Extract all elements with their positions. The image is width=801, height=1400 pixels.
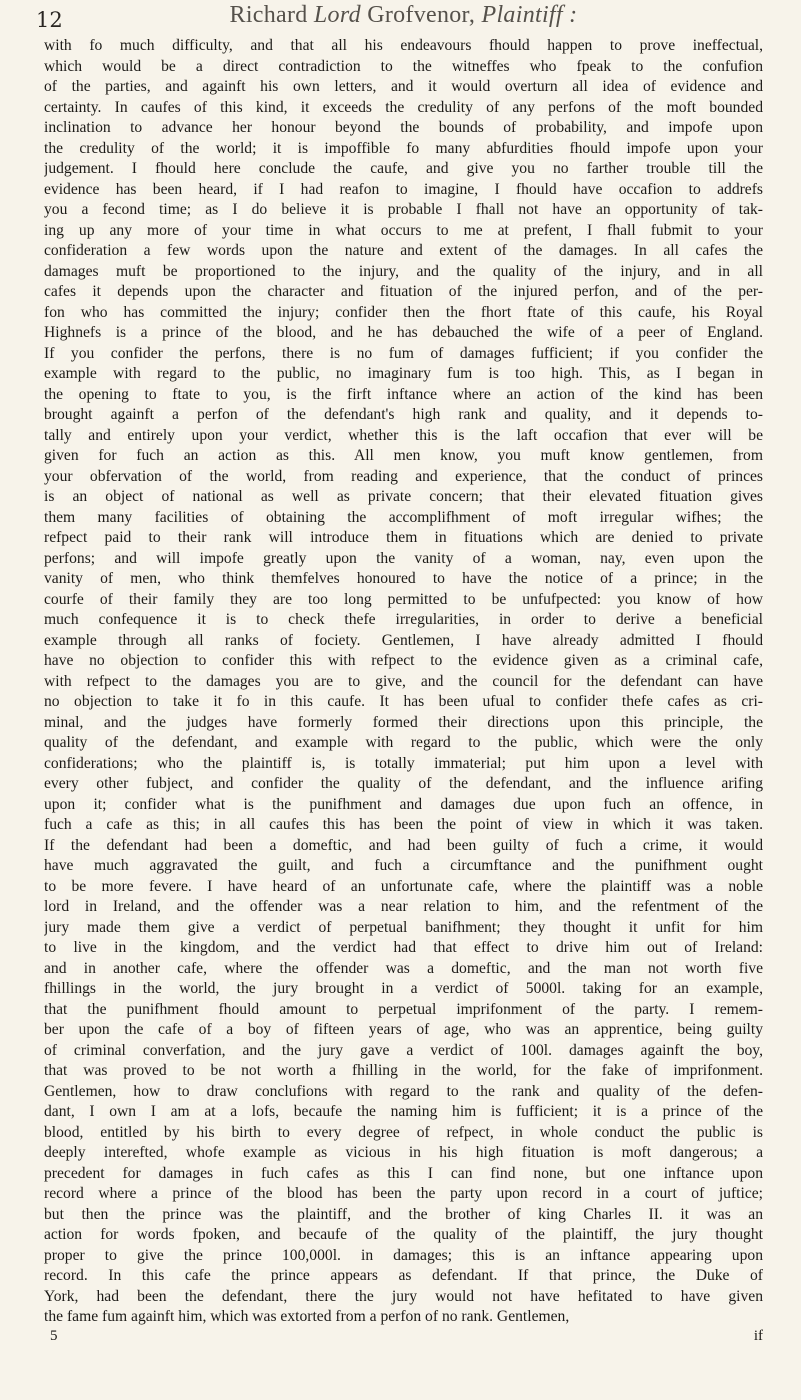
text-line: evidence has been heard, if I had reafon to imagine, I fhould have occafion to addrefs [44,180,763,198]
text-line: you a fecond time; as I do believe it is probable I fhall not have an opportunity of tak- [44,201,763,218]
text-line: have much aggravated the guilt, and fuch a circumftance and the punifhment ought [44,857,763,874]
text-line: jury made them give a verdict of perpetual banifhment; they thought it unfit for him [44,918,763,936]
text-line: blood, entitled by his birth to every degree of refpect, in whole conduct the public is [44,1123,763,1141]
text-line: the opening to ftate to you, is the firft inftance where an action of the kind has been [44,385,763,403]
body-text [44,36,763,1328]
text-line: action for words fpoken, and becaufe of the quality of the plaintiff, the jury thought [44,1226,763,1243]
text-line: certainty. In caufes of this kind, it exceeds the credulity of any perfons of the moft bounded [44,98,763,116]
text-line: perfons; and will impofe greatly upon the vanity of a woman, nay, even upon the [44,549,763,567]
text-line: of the parties, and againft his own letters, and it would overturn all idea of evidence and [44,78,763,95]
text-line: with refpect to the damages you are to give, and the council for the defendant can have [44,672,763,690]
text-line: much confequence it is to check thefe irregularities, in order to derive a beneficial [44,611,763,628]
text-line: example through all ranks of fociety. Gentlemen, I have already admitted I fhould [44,631,763,649]
text-line: refpect paid to their rank will introduce them in fituations which are denied to private [44,529,763,546]
text-line: cafes it depends upon the character and fituation of the injured perfon, and of the per- [44,283,763,300]
text-line: your obfervation of the world, from reading and experience, that the conduct of princes [44,467,763,485]
text-line: of criminal converfation, and the jury gave a verdict of 100l. damages againft the boy, [44,1041,763,1059]
text-line: and in another cafe, where the offender was a domeftic, and the man not worth five [44,959,763,977]
text-line: upon it; confider what is the punifhment and damages due upon fuch an offence, in [44,795,763,813]
text-line: every other fubject, and confider the quality of the defendant, and the influence arifing [44,775,763,792]
running-title [44,2,763,29]
text-line: brought againft a perfon of the defendant's high rank and quality, and it depends to- [44,406,763,423]
text-line: Gentlemen, how to draw conclufions with regard to the rank and quality of the defen- [44,1082,763,1100]
text-line: fuch a cafe as this; in all caufes this has been the point of view in which it was taken. [44,816,763,833]
title-part-1: Richard [229,2,314,28]
text-line: ber upon the cafe of a boy of fifteen years of age, who was an apprentice, being guilty [44,1021,763,1038]
text-line: proper to give the prince 100,000l. in damages; this is an inftance appearing upon [44,1246,763,1264]
text-line: confiderations; who the plaintiff is, is totally immaterial; put him upon a level with [44,754,763,772]
signature-mark: 5 [50,1327,58,1344]
text-line: If the defendant had been a domeftic, and had been guilty of fuch a crime, it would [44,836,763,854]
text-line: Highnefs is a prince of the blood, and he has debauched the wife of a peer of England. [44,324,763,341]
text-line: that was proved to be not worth a fhilling in the world, for the fake of imprifonment. [44,1062,763,1079]
text-line: no objection to take it fo in this caufe. It has been ufual to confider thefe cafes as cri- [44,693,763,710]
text-line: the credulity of the world; it is impoffible fo many abfurdities fhould impofe upon your [44,139,763,157]
text-line: to be more fevere. I have heard of an unfortunate cafe, where the plaintiff was a noble [44,877,763,895]
text-line: deeply interefted, whofe example as vicious in his high fituation is moft dangerous; a [44,1144,763,1161]
text-line: given for fuch an action as this. All men know, you muft know gentlemen, from [44,447,763,464]
text-line: damages muft be proportioned to the injury, and the quality of the injury, and in all [44,262,763,280]
text-line: record where a prince of the blood has been the party upon record in a court of juftice; [44,1185,763,1202]
text-line: tally and entirely upon your verdict, whether this is the laft occafion that ever will be [44,426,763,444]
footer-catchline [44,1328,763,1350]
text-line: example with regard to the public, no imaginary fum is too high. This, as I began in [44,365,763,382]
text-line: the fame fum againft him, which was extorted from a perfon of no rank. Gentlemen, [44,1308,570,1325]
text-line: courfe of their family they are too long permitted to be unfufpected: you know of how [44,590,763,608]
text-line: to live in the kingdom, and the verdict had that effect to drive him out of Ireland: [44,939,763,956]
text-line: judgement. I fhould here conclude the caufe, and give you no farther trouble till the [44,160,763,177]
text-line: inclination to advance her honour beyond the bounds of probability, and impofe upon [44,119,763,136]
text-line: is an object of national as well as private concern; that their elevated fituation gives [44,488,763,505]
text-line: them many facilities of obtaining the accomplifhment of moft irregular wifhes; the [44,508,763,526]
text-line: minal, and the judges have formerly formed their directions upon this principle, the [44,713,763,731]
text-line: that the punifhment fhould amount to perpetual imprifonment of the party. I remem- [44,1000,763,1018]
running-head [36,0,763,36]
text-line: precedent for damages in fuch cafes as this I can find none, but one inftance upon [44,1164,763,1182]
text-line: but then the prince was the plaintiff, and the brother of king Charles II. it was an [44,1205,763,1223]
text-line: ing up any more of your time in what occurs to me at prefent, I fhall fubmit to your [44,221,763,239]
text-line: which would be a direct contradiction to the witneffes who fpeak to the confufion [44,57,763,75]
title-part-4: Plaintiff : [481,2,578,28]
title-part-3: Grofvenor, [360,2,482,28]
text-line: lord in Ireland, and the offender was a near relation to him, and the refentment of the [44,898,763,915]
text-line: fhillings in the world, the jury brought in a verdict of 5000l. taking for an example, [44,980,763,997]
text-line: vanity of men, who think themfelves honoured to have the notice of a prince; in the [44,570,763,587]
catchword: if [753,1327,763,1344]
page-number: 12 [36,8,63,32]
text-line: have no objection to confider this with refpect to the evidence given as a criminal cafe, [44,652,763,669]
text-line: confideration a few words upon the nature and extent of the damages. In all cafes the [44,242,763,259]
text-line: York, had been the defendant, there the jury would not have hefitated to have given [44,1287,763,1305]
text-line: dant, I own I am at a lofs, becaufe the naming him is fufficient; it is a prince of the [44,1103,763,1120]
text-line: quality of the defendant, and example with regard to the public, which were the only [44,734,763,751]
text-line: with fo much difficulty, and that all his endeavours fhould happen to prove ineffectual, [44,37,763,54]
text-line: record. In this cafe the prince appears as defendant. If that prince, the Duke of [44,1267,763,1284]
title-part-2: Lord [313,2,361,28]
text-line: fon who has committed the injury; confider then the fhort ftate of this caufe, his Royal [44,303,763,321]
text-line: If you confider the perfons, there is no fum of damages fufficient; if you confider the [44,344,763,362]
